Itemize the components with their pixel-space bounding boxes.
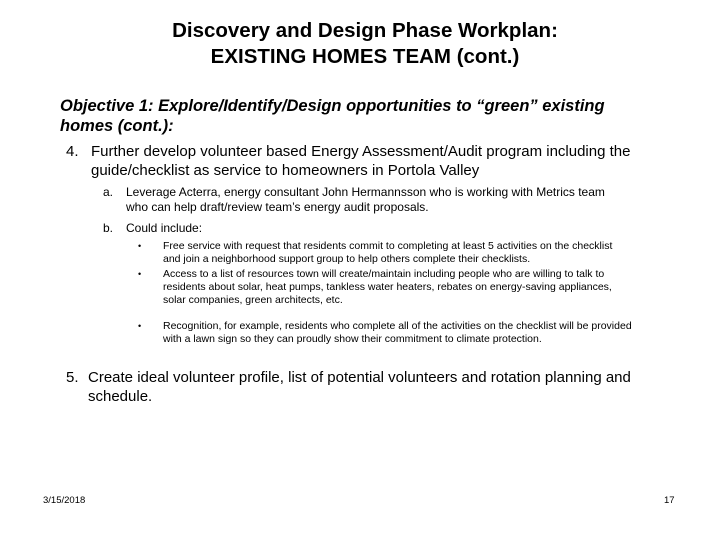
sub-item-a-text [126, 185, 696, 215]
slide-title [0, 18, 720, 70]
item-4-line-1: Further develop volunteer based Energy Assessment/Audit program including the [91, 143, 631, 160]
title-line-2: EXISTING HOMES TEAM (cont.) [210, 45, 520, 68]
footer-page-number: 17 [664, 495, 675, 506]
footer-date: 3/15/2018 [43, 495, 86, 506]
bullet-line: Free service with request that residents commit to completing at least 5 activities on the checklist [163, 240, 613, 252]
objective-heading [60, 96, 700, 136]
title-line-1: Discovery and Design Phase Workplan: [172, 19, 558, 42]
bullet-line: with a lawn sign so they can proudly show their commitment to climate protection. [163, 333, 542, 345]
bullet-text [163, 268, 688, 307]
bullet-line: Access to a list of resources town will create/maintain including people who are willing to talk to [163, 268, 605, 280]
item-5-text [88, 368, 688, 406]
objective-line-1: Objective 1: Explore/Identify/Design opportunities to “green” existing [60, 97, 605, 115]
sub-item-b-text [126, 221, 696, 236]
objective-line-2: homes (cont.): [60, 117, 174, 135]
sub-item-a-line-1: Leverage Acterra, energy consultant John Hermannsson who is working with Metrics team [126, 185, 605, 199]
sub-item-a-label: a. [103, 185, 114, 199]
bullet-text [163, 240, 688, 266]
item-5-number: 5. [66, 369, 79, 386]
bullet-text [163, 320, 688, 346]
bullet-line: Recognition, for example, residents who complete all of the activities on the checklist will be provided [163, 320, 632, 332]
sub-item-b-line-1: Could include: [126, 221, 203, 235]
bullet-marker: • [138, 269, 142, 279]
item-5-line-2: schedule. [88, 388, 153, 405]
bullet-line: and join a neighborhood support group to help others complete their checklists. [163, 253, 531, 265]
bullet-line: solar companies, green architects, etc. [163, 294, 343, 306]
sub-item-b-label: b. [103, 221, 114, 235]
item-4-number: 4. [66, 143, 79, 160]
sub-item-a-line-2: who can help draft/review team’s energy audit proposals. [126, 200, 429, 214]
bullet-line: residents about solar, heat pumps, tankless water heaters, rebates on energy-saving appliances, [163, 281, 612, 293]
item-5-line-1: Create ideal volunteer profile, list of potential volunteers and rotation planning and [88, 369, 631, 386]
bullet-marker: • [138, 241, 142, 251]
bullet-marker: • [138, 321, 142, 331]
item-4-text [91, 142, 701, 180]
item-4-line-2: guide/checklist as service to homeowners in Portola Valley [91, 162, 480, 179]
